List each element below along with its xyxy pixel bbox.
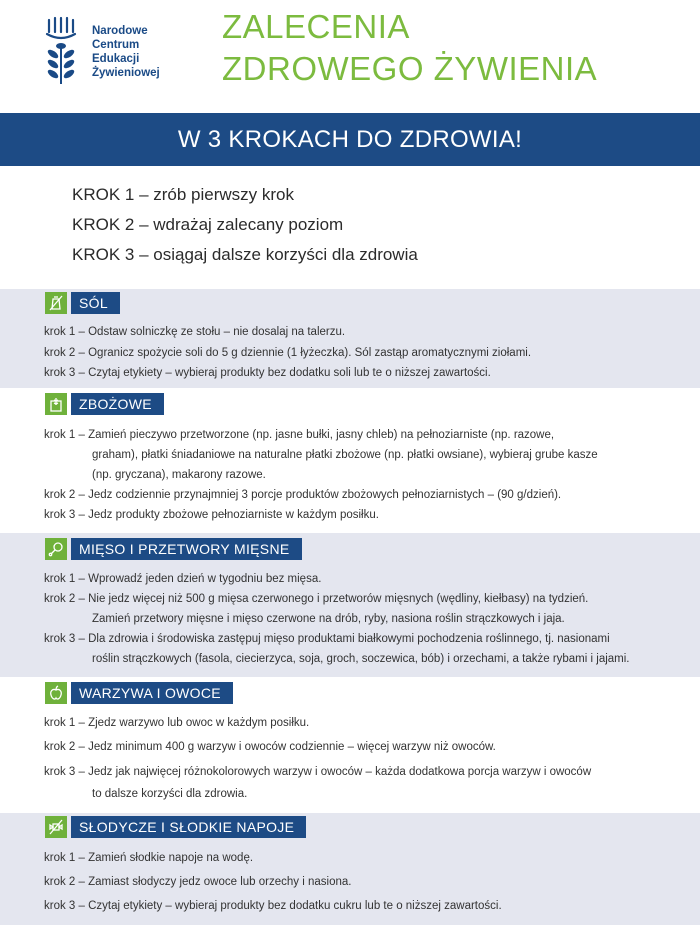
step-item: KROK 2 – wdrażaj zalecany poziom	[72, 215, 344, 234]
title-line-1: ZALECENIA	[222, 8, 410, 45]
steps-list	[72, 180, 418, 270]
drumstick-icon	[45, 538, 67, 560]
list-item: krok 3 – Dla zdrowia i środowiska zastępuj mięso produktami białkowymi pochodzenia roślinnego, tj. nasionami	[44, 633, 610, 645]
section-header	[45, 292, 120, 314]
step-item: KROK 3 – osiągaj dalsze korzyści dla zdrowia	[72, 245, 418, 264]
section-title: SÓL	[71, 292, 120, 314]
list-item: krok 3 – Jedz produkty zbożowe pełnoziarniste w każdym posiłku.	[44, 509, 379, 521]
section-header	[45, 393, 164, 415]
grain-box-icon	[45, 393, 67, 415]
banner: W 3 KROKACH DO ZDROWIA!	[0, 113, 700, 166]
list-item-continuation: Zamień przetwory mięsne i mięso czerwone na drób, ryby, nasiona roślin strączkowych i jaja.	[92, 613, 565, 625]
section-title: ZBOŻOWE	[71, 393, 164, 415]
section-header	[45, 816, 306, 838]
list-item: krok 3 – Jedz jak najwięcej różnokolorowych warzyw i owoców – każda dodatkowa porcja warzyw i owoców	[44, 766, 592, 778]
section-grains	[0, 388, 700, 530]
list-item: krok 2 – Zamiast słodyczy jedz owoce lub orzechy i nasiona.	[44, 876, 352, 888]
logo-line: Centrum	[92, 39, 140, 51]
apple-icon	[45, 682, 67, 704]
section-sweets	[0, 813, 700, 925]
list-item-continuation: graham), płatki śniadaniowe na naturalne płatki zbożowe (np. płatki owsiane), wybieraj grube kasze	[92, 449, 598, 461]
logo-text	[92, 24, 160, 80]
list-item-continuation: roślin strączkowych (fasola, ciecierzyca, soja, groch, soczewica, bób) i orzechami, a także rybami i jajami.	[92, 653, 630, 665]
list-item: krok 1 – Zamień słodkie napoje na wodę.	[44, 852, 254, 864]
page-title	[222, 6, 597, 90]
list-item: krok 1 – Odstaw solniczkę ze stołu – nie dosalaj na talerzu.	[44, 326, 346, 338]
list-item: krok 1 – Zamień pieczywo przetworzone (np. jasne bułki, jasny chleb) na pełnoziarniste (np. razowe,	[44, 429, 555, 441]
salt-shaker-icon	[45, 292, 67, 314]
section-header	[45, 538, 302, 560]
list-item-continuation: (np. gryczana), makarony razowe.	[92, 469, 266, 481]
section-title: WARZYWA I OWOCE	[71, 682, 233, 704]
list-item: krok 2 – Jedz minimum 400 g warzyw i owoców codziennie – więcej warzyw niż owoców.	[44, 741, 496, 753]
section-header	[45, 682, 233, 704]
title-line-2: ZDROWEGO ŻYWIENIA	[222, 50, 598, 87]
section-vegetables-fruits	[0, 677, 700, 811]
logo-line: Edukacji	[92, 53, 140, 65]
section-title: SŁODYCZE I SŁODKIE NAPOJE	[71, 816, 306, 838]
section-meat	[0, 533, 700, 677]
list-item-continuation: to dalsze korzyści dla zdrowia.	[92, 788, 248, 800]
list-item: krok 2 – Ogranicz spożycie soli do 5 g dziennie (1 łyżeczka). Sól zastąp aromatycznymi ziołami.	[44, 347, 532, 359]
step-item: KROK 1 – zrób pierwszy krok	[72, 185, 295, 204]
logo-line: Narodowe	[92, 25, 148, 37]
logo-line: Żywieniowej	[92, 67, 160, 79]
list-item: krok 2 – Jedz codziennie przynajmniej 3 porcje produktów zbożowych pełnoziarnistych – (90 g/dzień).	[44, 489, 562, 501]
list-item: krok 3 – Czytaj etykiety – wybieraj produkty bez dodatku soli lub te o niższej zawartości.	[44, 367, 491, 379]
section-salt	[0, 289, 700, 388]
no-sweets-icon	[45, 816, 67, 838]
list-item: krok 3 – Czytaj etykiety – wybieraj produkty bez dodatku cukru lub te o niższej zawartości.	[44, 900, 502, 912]
list-item: krok 1 – Zjedz warzywo lub owoc w każdym posiłku.	[44, 717, 310, 729]
section-title: MIĘSO I PRZETWORY MIĘSNE	[71, 538, 302, 560]
list-item: krok 1 – Wprowadź jeden dzień w tygodniu bez mięsa.	[44, 573, 322, 585]
list-item: krok 2 – Nie jedz więcej niż 500 g mięsa czerwonego i przetworów mięsnych (wędliny, kiełbasy) na tydzień.	[44, 593, 589, 605]
